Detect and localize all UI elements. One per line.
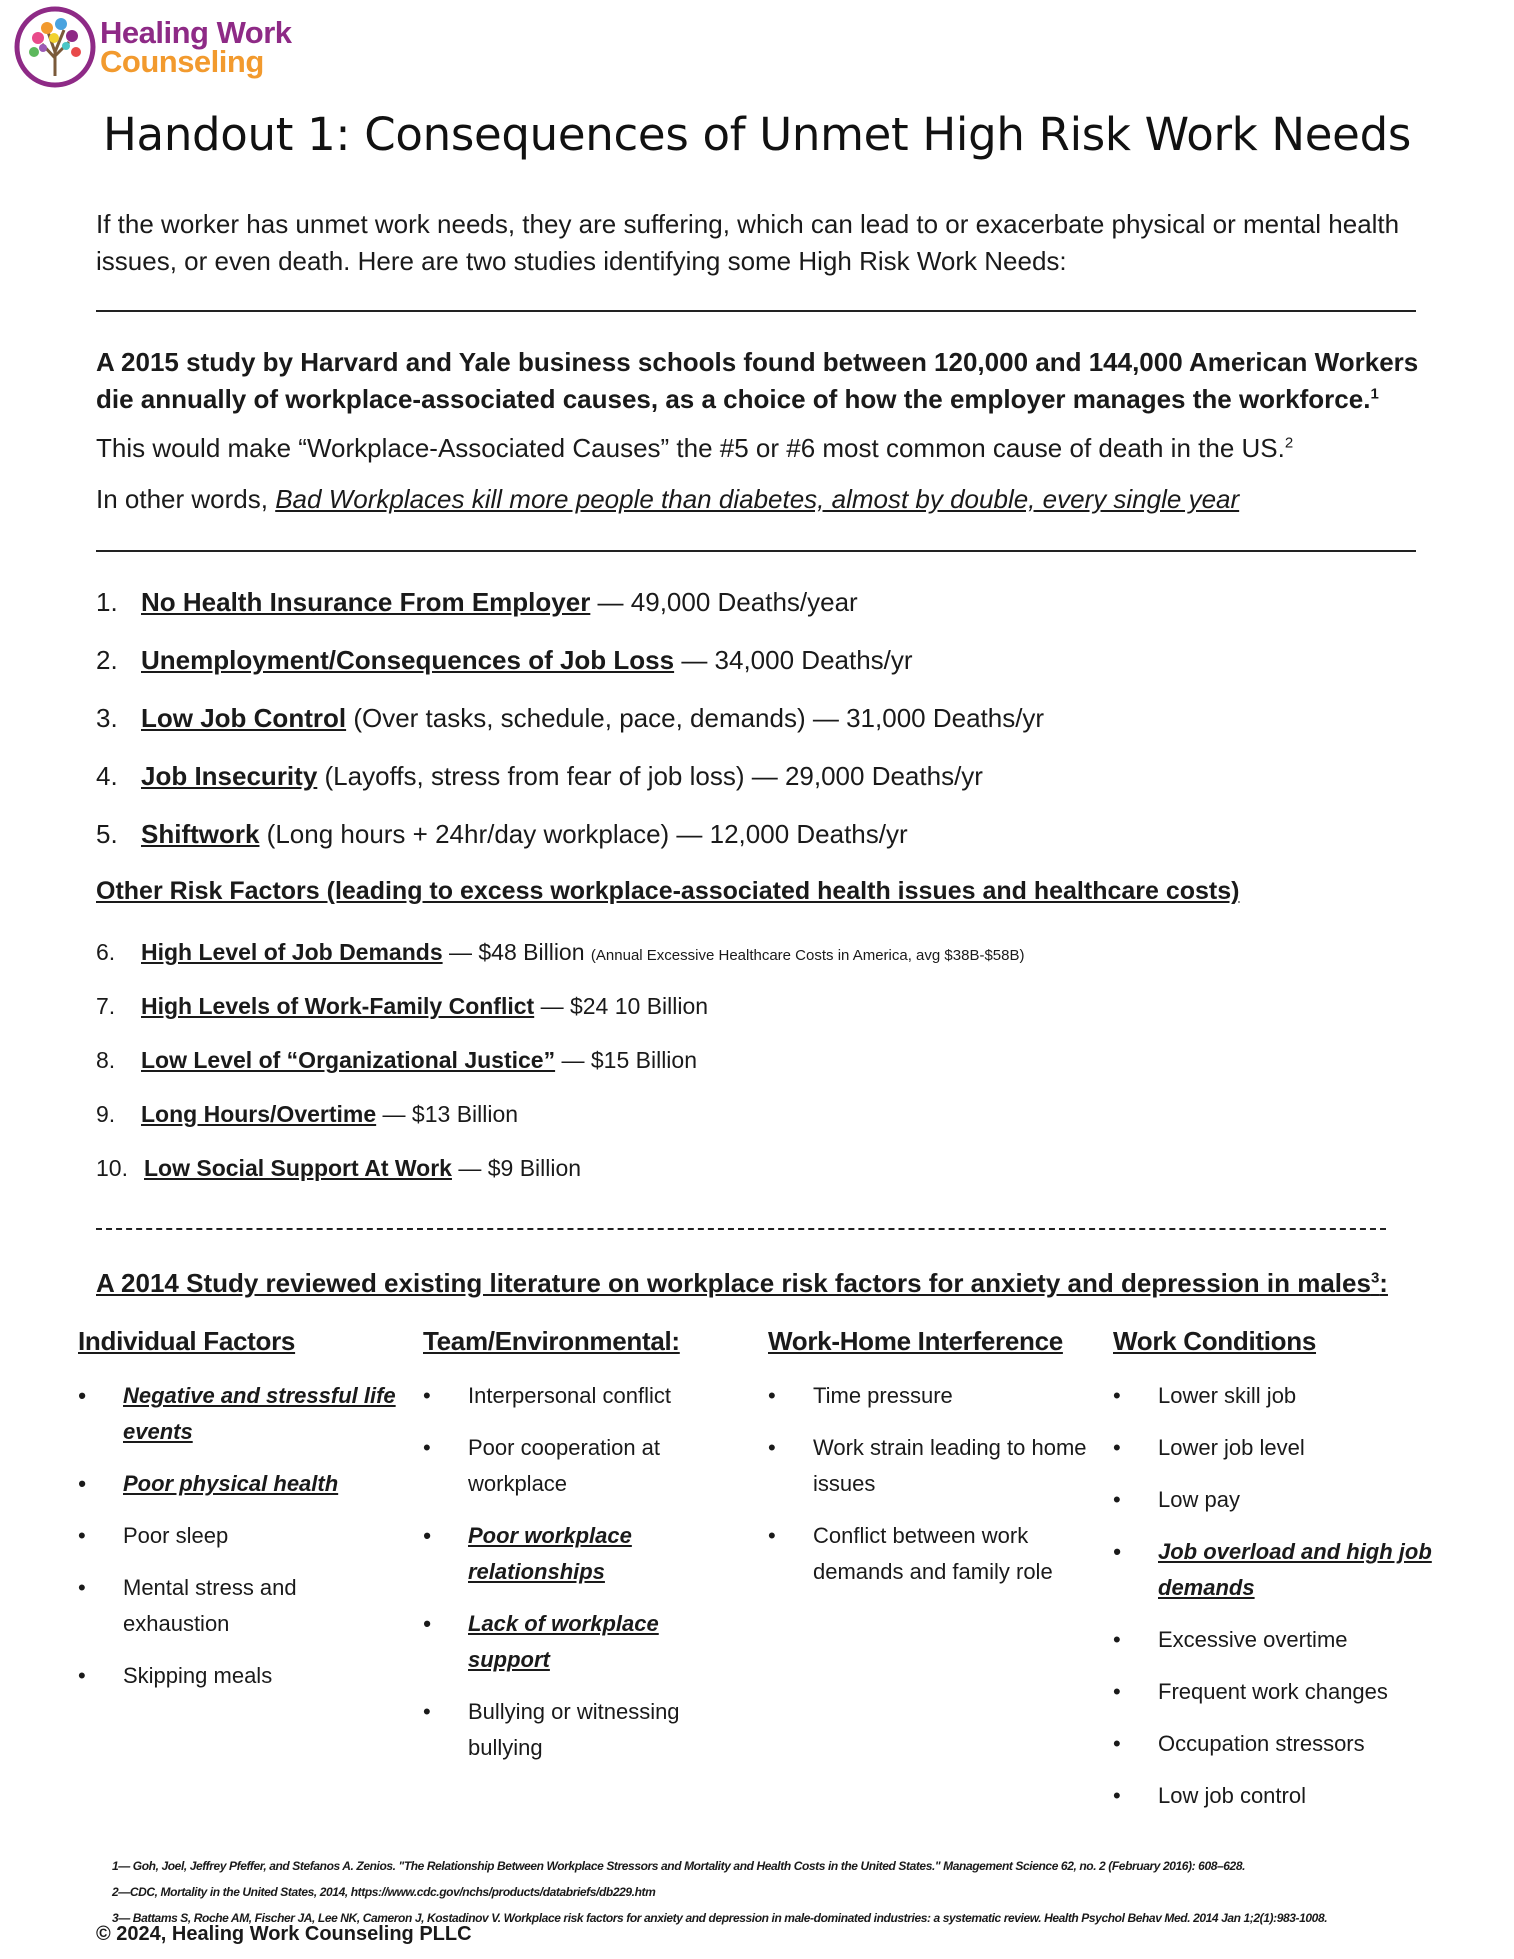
- stat-cause-rank: [96, 430, 1436, 466]
- column-individual-factors: [78, 1326, 398, 1710]
- risk-detail: — 34,000 Deaths/yr: [674, 645, 913, 675]
- logo-text: [100, 15, 292, 79]
- cost-number: 10.: [96, 1155, 128, 1181]
- stat-other-words: [96, 481, 1436, 517]
- factor-list: [768, 1378, 1088, 1590]
- cost-name: Low Social Support At Work: [144, 1155, 452, 1181]
- cost-detail: — $13 Billion: [376, 1101, 519, 1127]
- copyright: © 2024, Healing Work Counseling PLLC: [96, 1923, 472, 1945]
- list-item: • Lack of workplace support: [423, 1606, 743, 1678]
- list-item: • Bullying or witnessing bullying: [423, 1694, 743, 1766]
- cost-note: (Annual Excessive Healthcare Costs in America, avg $38B-$58B): [590, 947, 1025, 964]
- stat-other-words-emphasis: Bad Workplaces kill more people than diabetes, almost by double, every single year: [275, 484, 1240, 514]
- separator-1: [96, 310, 1416, 312]
- factor-list: [423, 1378, 743, 1766]
- study-2-heading: [96, 1268, 1388, 1299]
- list-item: • Frequent work changes: [1113, 1674, 1433, 1710]
- list-item: • Job overload and high job demands: [1113, 1534, 1433, 1606]
- risk-name: Job Insecurity: [141, 761, 318, 791]
- tree-logo-icon: [14, 6, 96, 88]
- list-item: • Excessive overtime: [1113, 1622, 1433, 1658]
- cost-number: 9.: [96, 1101, 116, 1127]
- list-item: • Time pressure: [768, 1378, 1088, 1414]
- cost-name: Long Hours/Overtime: [141, 1101, 377, 1127]
- cost-number: 7.: [96, 993, 116, 1019]
- study-1-text: A 2015 study by Harvard and Yale business schools found between 120,000 and 144,000 American Workers die annually of workplace-associated causes, as a choice of how the employer manages the workforce.: [96, 347, 1419, 414]
- cost-name: High Levels of Work-Family Conflict: [141, 993, 535, 1019]
- cost-item: [96, 1097, 518, 1131]
- logo: [14, 6, 314, 88]
- logo-line-1: Healing Work: [100, 15, 292, 50]
- list-item: • Poor physical health: [78, 1466, 398, 1502]
- risk-number: 3.: [96, 703, 118, 733]
- risk-item: [96, 817, 908, 851]
- other-risk-factors-heading: Other Risk Factors (leading to excess workplace-associated health issues and healthcare costs): [96, 877, 1240, 905]
- list-item: • Lower skill job: [1113, 1378, 1433, 1414]
- risk-name: Shiftwork: [141, 819, 260, 849]
- list-item: • Lower job level: [1113, 1430, 1433, 1466]
- risk-item: [96, 759, 983, 793]
- risk-number: 2.: [96, 645, 118, 675]
- cost-item: [96, 1043, 697, 1077]
- stat-cause-rank-text: This would make “Workplace-Associated Causes” the #5 or #6 most common cause of death in the US.: [96, 433, 1285, 463]
- list-item: • Work strain leading to home issues: [768, 1430, 1088, 1502]
- list-item: • Mental stress and exhaustion: [78, 1570, 398, 1642]
- risk-item: [96, 701, 1044, 735]
- risk-detail: (Layoffs, stress from fear of job loss) — 29,000 Deaths/yr: [317, 761, 983, 791]
- page-title: Handout 1: Consequences of Unmet High Risk Work Needs: [103, 108, 1411, 161]
- study-1-summary: [96, 344, 1436, 418]
- column-work-home-interference: [768, 1326, 1088, 1606]
- risk-name: No Health Insurance From Employer: [141, 587, 591, 617]
- cost-item: [96, 935, 1024, 973]
- cost-name: High Level of Job Demands: [141, 939, 443, 965]
- footnote-3: 3— Battams S, Roche AM, Fischer JA, Lee NK, Cameron J, Kostadinov V. Workplace risk factors for anxiety and depression in male-dominated industries: a systematic review. Health Psychol Behav Med. 2014 Jan 1;2(1):983-1008.: [112, 1911, 1328, 1925]
- cost-number: 6.: [96, 939, 116, 965]
- risk-name: Unemployment/Consequences of Job Loss: [141, 645, 675, 675]
- footnote-ref-1: 1: [1370, 385, 1379, 403]
- cost-detail: — $24 10 Billion: [534, 993, 709, 1019]
- list-item: • Poor sleep: [78, 1518, 398, 1554]
- cost-detail: — $15 Billion: [555, 1047, 698, 1073]
- separator-2: [96, 550, 1416, 552]
- study-2-text: A 2014 Study reviewed existing literature on workplace risk factors for anxiety and depression in males: [96, 1268, 1371, 1298]
- column-team-environmental: [423, 1326, 743, 1782]
- intro-paragraph: If the worker has unmet work needs, they are suffering, which can lead to or exacerbate physical or mental health issues, or even death. Here are two studies identifying some High Risk Work Needs:: [96, 209, 1400, 276]
- list-item: • Conflict between work demands and family role: [768, 1518, 1088, 1590]
- factor-list: [78, 1378, 398, 1694]
- risk-detail: — 49,000 Deaths/year: [590, 587, 858, 617]
- separator-3: [96, 1228, 1386, 1230]
- list-item: • Low job control: [1113, 1778, 1433, 1814]
- list-item: • Interpersonal conflict: [423, 1378, 743, 1414]
- risk-detail: (Long hours + 24hr/day workplace) — 12,000 Deaths/yr: [259, 819, 908, 849]
- footnote-ref-3: 3: [1370, 1269, 1380, 1287]
- footnote-ref-2: 2: [1284, 434, 1294, 452]
- footnotes: [112, 1853, 1327, 1931]
- risk-detail: (Over tasks, schedule, pace, demands) — 31,000 Deaths/yr: [346, 703, 1045, 733]
- list-item: • Occupation stressors: [1113, 1726, 1433, 1762]
- study-2-suffix: :: [1379, 1268, 1388, 1298]
- risk-number: 4.: [96, 761, 118, 791]
- column-heading: Team/Environmental:: [423, 1326, 680, 1356]
- risk-item: [96, 643, 913, 677]
- list-item: • Poor cooperation at workplace: [423, 1430, 743, 1502]
- column-heading: Work-Home Interference: [768, 1326, 1063, 1356]
- list-item: • Low pay: [1113, 1482, 1433, 1518]
- risk-number: 5.: [96, 819, 118, 849]
- factor-list: [1113, 1378, 1433, 1814]
- risk-number: 1.: [96, 587, 118, 617]
- list-item: • Negative and stressful life events: [78, 1378, 398, 1450]
- risk-item: [96, 585, 858, 619]
- column-heading: Work Conditions: [1113, 1326, 1317, 1356]
- column-work-conditions: [1113, 1326, 1433, 1830]
- cost-detail: — $48 Billion: [442, 939, 591, 965]
- cost-item: [96, 1151, 581, 1185]
- footnote-2: 2—CDC, Mortality in the United States, 2014, https://www.cdc.gov/nchs/products/databriefs/db229.htm: [112, 1885, 656, 1899]
- cost-item: [96, 989, 708, 1023]
- cost-detail: — $9 Billion: [451, 1155, 582, 1181]
- list-item: • Skipping meals: [78, 1658, 398, 1694]
- cost-number: 8.: [96, 1047, 116, 1073]
- list-item: • Poor workplace relationships: [423, 1518, 743, 1590]
- cost-name: Low Level of “Organizational Justice”: [141, 1047, 556, 1073]
- column-heading: Individual Factors: [78, 1326, 296, 1356]
- risk-name: Low Job Control: [141, 703, 347, 733]
- logo-line-2: Counseling: [100, 44, 264, 79]
- stat-other-words-prefix: In other words,: [96, 484, 276, 514]
- footnote-1: 1— Goh, Joel, Jeffrey Pfeffer, and Stefanos A. Zenios. "The Relationship Between Workplace Stressors and Mortality and Health Costs in the United States." Management Science 62, no. 2 (February 2016): 608–628.: [112, 1859, 1246, 1873]
